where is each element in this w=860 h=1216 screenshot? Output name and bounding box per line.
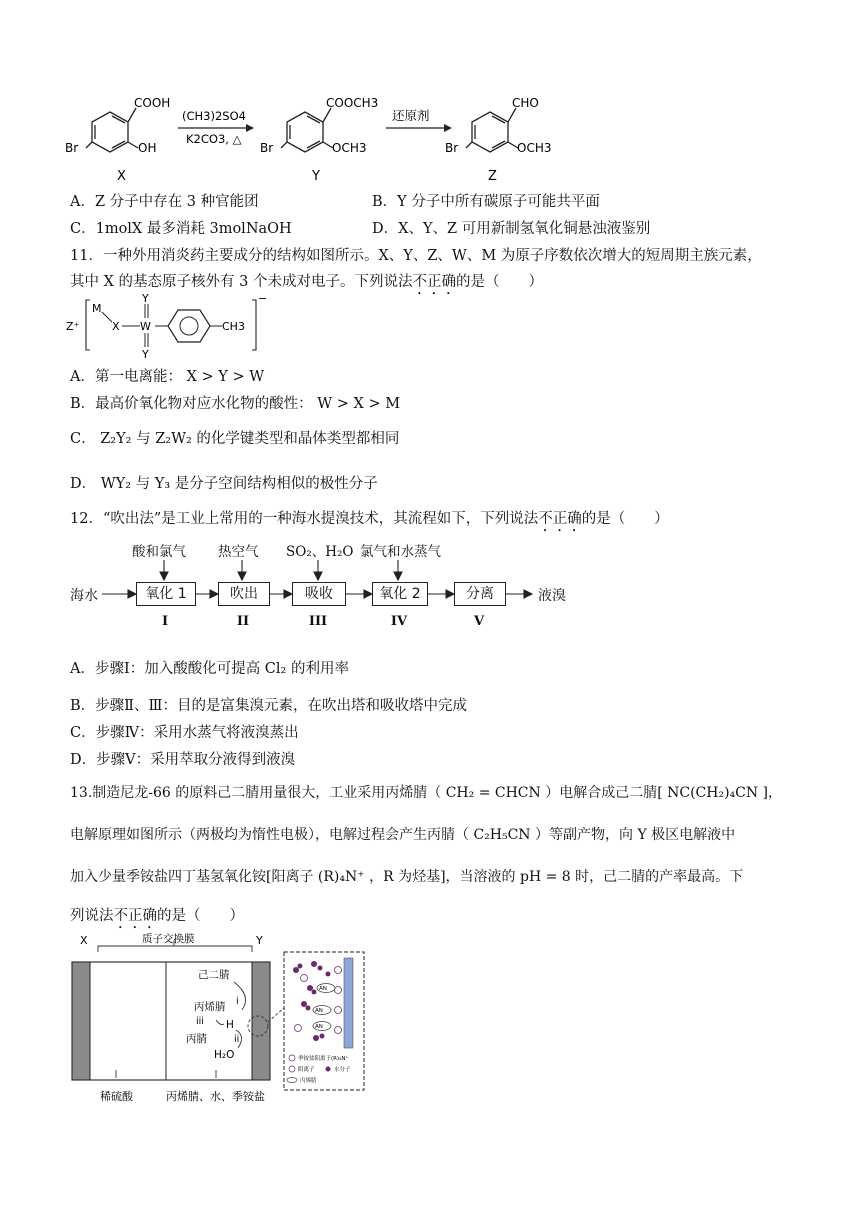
q11-structure — [62, 290, 272, 360]
svg-text:AN: AN — [315, 1024, 323, 1030]
svg-text:丙烯腈、水、季铵盐: 丙烯腈、水、季铵盐 — [166, 1090, 265, 1103]
svg-text:−: − — [258, 292, 268, 305]
q10-option-c: C．1molX 最多消耗 3molNaOH — [70, 221, 292, 237]
electrode-y — [252, 962, 270, 1080]
q11-stem-line1: 11．一种外用消炎药主要成分的结构如图所示。X、Y、Z、W、M 为原子序数依次增大的短周期主族元素， — [70, 248, 762, 264]
svg-text:AN: AN — [315, 1008, 323, 1014]
x-br: Br — [65, 141, 79, 155]
y-br: Br — [260, 141, 274, 155]
q12-option-c: C．步骤Ⅳ：采用水蒸气将液溴蒸出 — [70, 725, 299, 741]
y-cooch3: COOCH3 — [326, 96, 379, 110]
roman-5: V — [473, 614, 485, 629]
svg-text:iii: iii — [196, 1016, 204, 1027]
svg-text:ii: ii — [234, 1034, 240, 1045]
emphasis-not-correct: 不正确 — [538, 511, 582, 527]
q11-option-a: A．第一电离能： X > Y > W — [70, 369, 265, 385]
x-cooh: COOH — [134, 96, 171, 110]
q11-option-c: C． Z₂Y₂ 与 Z₂W₂ 的化学键类型和晶体类型都相同 — [70, 431, 400, 447]
svg-text:Y: Y — [142, 292, 149, 305]
svg-text:阴离子: 阴离子 — [298, 1067, 315, 1073]
svg-text:丙烯腈: 丙烯腈 — [194, 1001, 226, 1013]
y-label: Y — [312, 169, 320, 184]
svg-text:Y: Y — [256, 934, 263, 947]
svg-text:己二腈: 己二腈 — [198, 969, 230, 981]
svg-text:AN: AN — [319, 986, 327, 992]
svg-text:M: M — [92, 302, 102, 315]
z-br: Br — [445, 141, 459, 155]
svg-text:Y: Y — [142, 348, 149, 360]
svg-text:丙腈: 丙腈 — [186, 1033, 207, 1045]
roman-1: I — [161, 614, 169, 629]
step-3-box: 吸收 — [292, 582, 346, 606]
input-1: 酸和氯气 — [132, 544, 186, 560]
z-label: Z — [488, 169, 497, 184]
reagent-2-top: 还原剂 — [392, 108, 430, 123]
roman-2: II — [236, 614, 250, 629]
svg-text:X: X — [80, 934, 88, 947]
input-2: 热空气 — [218, 544, 259, 560]
flow-start-seawater: 海水 — [70, 588, 98, 604]
emphasis-not-correct: 不正确 — [412, 274, 456, 290]
step-5-box: 分离 — [454, 582, 506, 606]
svg-text:Z⁺: Z⁺ — [66, 320, 80, 333]
q10-option-d: D．X、Y、Z 可用新制氢氧化铜悬浊液鉴别 — [372, 221, 651, 237]
compound-y-structure — [281, 108, 333, 152]
x-label: X — [117, 169, 126, 184]
svg-text:水分子: 水分子 — [334, 1067, 351, 1073]
emphasis-not-correct: 不正确 — [113, 908, 157, 924]
q13-electrolysis-diagram — [66, 930, 366, 1110]
q13-line3: 加入少量季铵盐四丁基氢氧化铵[阳离子 (R)₄N⁺ ，R 为烃基]，当溶液的 pH = 8 时，己二腈的产率最高。下 — [70, 869, 744, 885]
svg-text:X: X — [112, 320, 120, 333]
compound-x-structure — [86, 108, 138, 152]
q12-option-b: B．步骤Ⅱ、Ⅲ：目的是富集溴元素，在吹出塔和吸收塔中完成 — [70, 698, 467, 714]
q11-option-d: D． WY₂ 与 Y₃ 是分子空间结构相似的极性分子 — [70, 476, 378, 492]
y-och3: OCH3 — [332, 141, 367, 155]
step-4-box: 氧化 2 — [372, 582, 428, 606]
svg-text:季铵盐阳离子(R)₄N⁺: 季铵盐阳离子(R)₄N⁺ — [298, 1056, 349, 1062]
input-4: 氯气和水蒸气 — [360, 544, 441, 560]
roman-4: IV — [390, 614, 408, 629]
svg-text:CH3: CH3 — [222, 320, 245, 333]
svg-text:质子交换膜: 质子交换膜 — [142, 933, 195, 945]
x-oh: OH — [138, 141, 157, 155]
q11-option-b: B．最高价氧化物对应水化物的酸性： W > X > M — [70, 396, 401, 412]
q12-option-d: D．步骤Ⅴ：采用萃取分液得到液溴 — [70, 752, 296, 768]
q10-reaction-scheme — [60, 90, 580, 185]
z-cho: CHO — [512, 96, 539, 110]
q13-line4: 列说法不正确的是（ ） — [70, 908, 244, 924]
q12-stem: 12．“吹出法”是工业上常用的一种海水提溴技术，其流程如下，下列说法不正确的是（ ） — [70, 511, 669, 527]
q13-line1: 13.制造尼龙-66 的原料己二腈用量很大，工业采用丙烯腈（ CH₂ = CHCN ）电解合成己二腈[ NC(CH₂)₄CN ]， — [70, 785, 783, 801]
input-3: SO₂、H₂O — [286, 544, 354, 560]
reagent-1-bottom: K2CO3, △ — [186, 132, 242, 146]
q10-option-a: A．Z 分子中存在 3 种官能团 — [70, 194, 259, 210]
reagent-1-top: (CH3)2SO4 — [182, 109, 246, 123]
q10-option-b: B．Y 分子中所有碳原子可能共平面 — [372, 194, 600, 210]
q13-line2: 电解原理如图所示（两极均为惰性电极），电解过程会产生丙腈（ C₂H₅CN ）等副产物，向 Y 极区电解液中 — [70, 827, 736, 843]
flow-end-bromine: 液溴 — [538, 588, 566, 604]
svg-text:H: H — [226, 1019, 234, 1031]
compound-z-structure — [466, 108, 518, 152]
step-2-box: 吹出 — [218, 582, 270, 606]
q11-stem-line2: 其中 X 的基态原子核外有 3 个未成对电子。下列说法不正确的是（ ） — [70, 274, 543, 290]
step-1-box: 氧化 1 — [136, 582, 196, 606]
svg-text:i: i — [236, 996, 239, 1007]
roman-3: III — [308, 614, 328, 629]
svg-text:丙烯腈: 丙烯腈 — [300, 1078, 317, 1084]
svg-text:H₂O: H₂O — [214, 1049, 235, 1061]
q12-flowchart — [70, 540, 590, 640]
q12-option-a: A．步骤Ⅰ：加入酸酸化可提高 Cl₂ 的利用率 — [70, 661, 349, 677]
svg-text:W: W — [140, 320, 151, 333]
svg-text:稀硫酸: 稀硫酸 — [100, 1090, 133, 1103]
z-och3: OCH3 — [517, 141, 552, 155]
electrode-x — [72, 962, 90, 1080]
